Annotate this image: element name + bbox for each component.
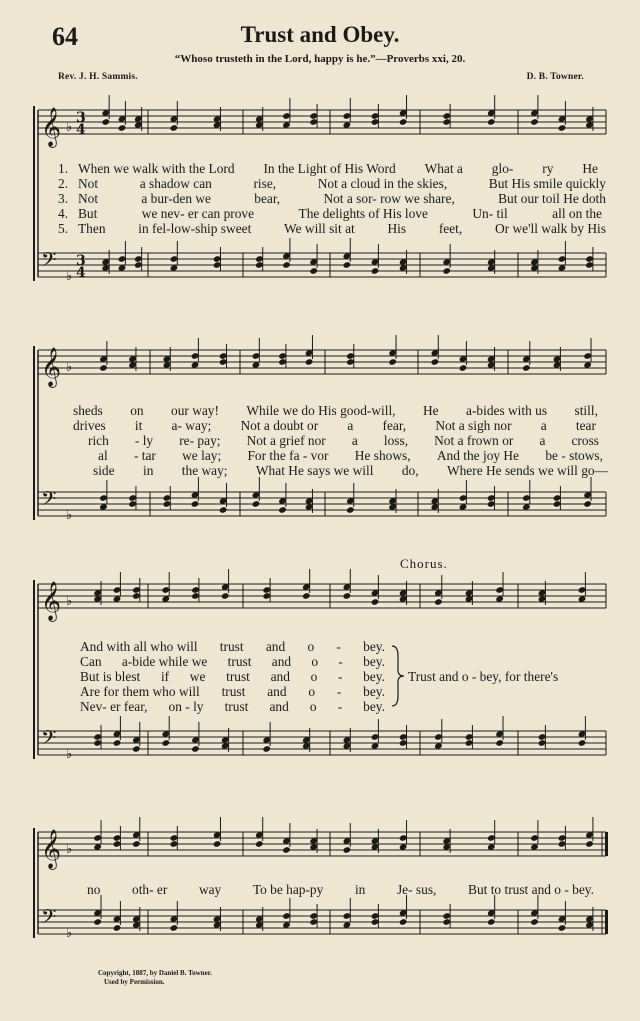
- note-head: [213, 840, 222, 848]
- lyric-line: drives it a- way; Not a doubt or a fear, Not a sigh nor a tear: [73, 418, 596, 433]
- flat-sign: ♭: [66, 269, 73, 284]
- lyric-line: rich - ly re- pay; Not a grief nor a loss, Not a frown or a cross: [88, 433, 599, 448]
- treble-clef: 𝄞: [41, 829, 62, 869]
- lyric-line: Can a-bide while we trust and o - bey.: [80, 654, 385, 669]
- note-head: [399, 118, 408, 126]
- note-head: [399, 918, 408, 926]
- note-head: [343, 592, 352, 600]
- note-head: [262, 745, 271, 753]
- flat-sign: ♭: [66, 360, 73, 375]
- treble-clef: 𝄞: [41, 347, 62, 387]
- note-head: [388, 358, 397, 366]
- verse-number: 2.: [58, 176, 69, 191]
- flat-sign: ♭: [66, 508, 73, 523]
- copyright-line: Copyright, 1887, by Daniel B. Towner.: [98, 969, 212, 977]
- note-head: [558, 924, 567, 932]
- page-number: 64: [52, 22, 78, 51]
- note-head: [487, 118, 496, 126]
- lyric-line: When we walk with the Lord In the Light of His Word What a glo- ry He: [78, 161, 598, 176]
- note-head: [302, 592, 311, 600]
- note-head: [191, 500, 200, 508]
- note-head: [305, 358, 314, 366]
- chorus-lyric: Trust and o - bey, for there's: [408, 669, 559, 684]
- bass-clef: 𝄢: [41, 487, 57, 515]
- note-head: [309, 267, 318, 275]
- permission-line: Used by Permission.: [104, 978, 165, 986]
- note-head: [282, 261, 291, 269]
- note-head: [255, 840, 264, 848]
- lyric-line: But is blest if we trust and o - bey.: [80, 669, 385, 684]
- note-head: [371, 267, 380, 275]
- final-barline: [605, 910, 608, 934]
- note-head: [170, 124, 179, 132]
- note-head: [434, 598, 443, 606]
- lyric-line: But we nev- er can prove The delights of His love Un- til all on the: [78, 206, 602, 221]
- note-head: [162, 739, 171, 747]
- note-head: [585, 840, 594, 848]
- lyric-line: side in the way; What He says we will do, Where He sends we will go—: [93, 463, 608, 478]
- lyric-line: Not a shadow can rise, Not a cloud in the skies, But His smile quickly: [78, 176, 606, 191]
- note-head: [343, 261, 352, 269]
- lyricist-credit: Rev. J. H. Sammis.: [58, 72, 138, 82]
- flat-sign: ♭: [66, 747, 73, 762]
- note-head: [530, 918, 539, 926]
- note-head: [113, 739, 122, 747]
- note-head: [578, 739, 587, 747]
- lyric-line: Then in fel-low-ship sweet We will sit at His feet, Or we'll walk by His: [78, 221, 606, 236]
- note-head: [93, 918, 102, 926]
- note-head: [442, 267, 451, 275]
- note-head: [113, 924, 122, 932]
- time-signature: 4: [76, 265, 86, 281]
- note-head: [132, 840, 141, 848]
- flat-sign: ♭: [66, 120, 73, 135]
- final-barline: [605, 832, 608, 856]
- scripture-reference: “Whoso trusteth in the Lord, happy is he.”—Proverbs xxi, 20.: [174, 53, 466, 65]
- lyric-line: Are for them who will trust and o - bey.: [80, 684, 385, 699]
- note-head: [522, 364, 531, 372]
- treble-clef: 𝄞: [41, 107, 62, 147]
- note-head: [219, 506, 228, 514]
- verse-number: 3.: [58, 191, 69, 206]
- note-head: [132, 745, 141, 753]
- treble-clef: 𝄞: [41, 581, 62, 621]
- note-head: [221, 592, 230, 600]
- verse-number: 5.: [58, 221, 69, 236]
- lyric-line: Not a bur-den we bear, Not a sor- row we share, But our toil He doth: [78, 191, 606, 206]
- verse-number: 1.: [58, 161, 69, 176]
- bass-clef: 𝄢: [41, 248, 57, 276]
- time-signature: 3: [76, 253, 86, 269]
- note-head: [431, 358, 440, 366]
- note-head: [118, 124, 127, 132]
- note-head: [583, 500, 592, 508]
- note-head: [495, 739, 504, 747]
- hymn-title: Trust and Obey.: [240, 22, 400, 47]
- note-head: [278, 506, 287, 514]
- note-head: [252, 500, 261, 508]
- lyric-line: sheds on our way! While we do His good-will, He a-bides with us still,: [73, 403, 598, 418]
- time-signature: 4: [76, 122, 86, 138]
- note-head: [459, 364, 468, 372]
- note-head: [99, 364, 108, 372]
- note-head: [282, 846, 291, 854]
- note-head: [558, 124, 567, 132]
- note-head: [487, 918, 496, 926]
- note-head: [170, 924, 179, 932]
- copyright-notice: [98, 969, 212, 987]
- flat-sign: ♭: [66, 594, 73, 609]
- chorus-bracket: [392, 646, 404, 706]
- verse-number: 4.: [58, 206, 69, 221]
- bass-clef: 𝄢: [41, 726, 57, 754]
- chorus-label: Chorus.: [400, 556, 448, 571]
- lyric-line: al - tar we lay; For the fa - vor He shows, And the joy He be - stows,: [98, 448, 603, 463]
- bass-clef: 𝄢: [41, 905, 57, 933]
- note-head: [530, 118, 539, 126]
- lyric-line: Nev- er fear, on - ly trust and o - bey.: [80, 699, 385, 714]
- note-head: [191, 745, 200, 753]
- composer-credit: D. B. Towner.: [526, 72, 584, 82]
- lyric-line: And with all who will trust and o - bey.: [80, 639, 385, 654]
- note-head: [343, 846, 352, 854]
- note-head: [371, 598, 380, 606]
- note-head: [101, 118, 110, 126]
- flat-sign: ♭: [66, 926, 73, 941]
- time-signature: 3: [76, 110, 86, 126]
- note-head: [346, 506, 355, 514]
- system4-lyrics: no oth- er way To be hap-py in Je- sus, But to trust and o - bey.: [87, 882, 594, 897]
- flat-sign: ♭: [66, 842, 73, 857]
